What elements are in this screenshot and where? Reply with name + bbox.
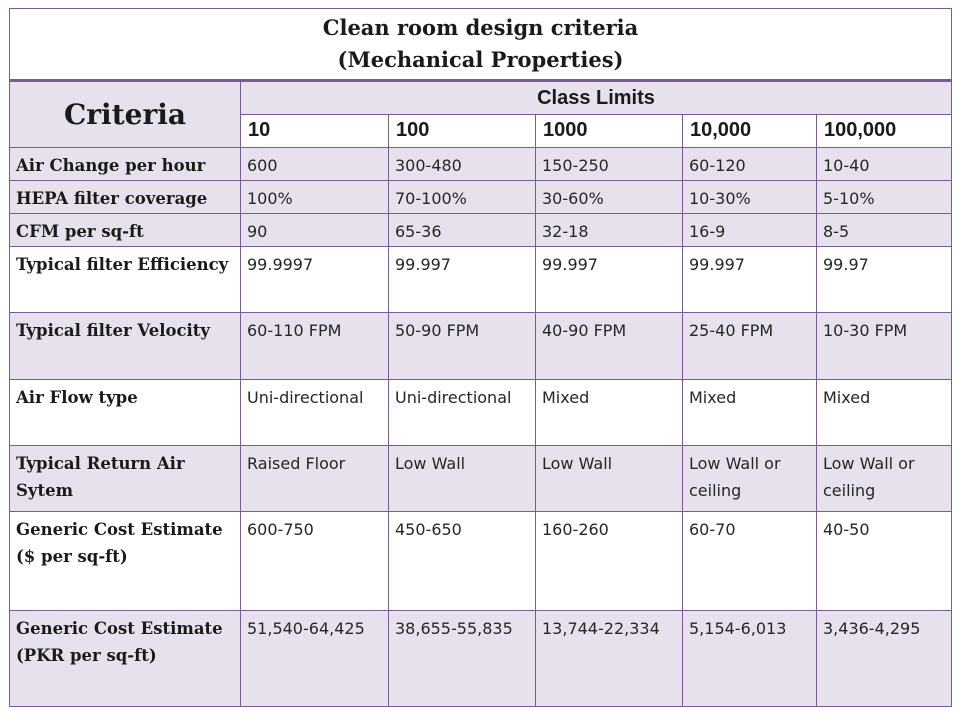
table-cell: 99.9997: [241, 247, 389, 313]
row-label: HEPA filter coverage: [10, 181, 241, 214]
table-cell: 5-10%: [817, 181, 952, 214]
table-cell: 300-480: [389, 148, 536, 181]
class-header-1000: 1000: [536, 115, 683, 148]
criteria-table: [9, 8, 952, 707]
table-row: [10, 148, 952, 181]
table-cell: Low Wall: [536, 446, 683, 512]
row-label: Air Change per hour: [10, 148, 241, 181]
table-row: [10, 181, 952, 214]
table-row: [10, 214, 952, 247]
table-row: [10, 611, 952, 707]
table-cell: 99.997: [683, 247, 817, 313]
table-cell: 600-750: [241, 512, 389, 611]
class-limits-header: Class Limits: [241, 81, 952, 115]
table-row: [10, 512, 952, 611]
table-row: [10, 446, 952, 512]
table-cell: Low Wall or ceiling: [817, 446, 952, 512]
table-row: [10, 313, 952, 380]
table-cell: 51,540-64,425: [241, 611, 389, 707]
table-title-cell: [10, 9, 952, 81]
table-cell: 60-120: [683, 148, 817, 181]
table-cell: Raised Floor: [241, 446, 389, 512]
row-label: Generic Cost Estimate ($ per sq-ft): [10, 512, 241, 611]
table-cell: 32-18: [536, 214, 683, 247]
table-cell: 99.997: [536, 247, 683, 313]
row-label: Typical Return Air Sytem: [10, 446, 241, 512]
table-cell: 30-60%: [536, 181, 683, 214]
class-header-100000: 100,000: [817, 115, 952, 148]
table-cell: 40-50: [817, 512, 952, 611]
table-cell: 40-90 FPM: [536, 313, 683, 380]
table-cell: 10-30 FPM: [817, 313, 952, 380]
table-title-line1: Clean room design criteria: [322, 15, 639, 40]
row-label: Air Flow type: [10, 380, 241, 446]
table-cell: 450-650: [389, 512, 536, 611]
table-cell: 38,655-55,835: [389, 611, 536, 707]
table-cell: Mixed: [817, 380, 952, 446]
row-label: Generic Cost Estimate (PKR per sq-ft): [10, 611, 241, 707]
table-cell: Low Wall: [389, 446, 536, 512]
table-cell: Mixed: [683, 380, 817, 446]
table-cell: 60-110 FPM: [241, 313, 389, 380]
criteria-header: Criteria: [10, 81, 241, 148]
table-cell: 16-9: [683, 214, 817, 247]
table-cell: 60-70: [683, 512, 817, 611]
table-cell: 3,436-4,295: [817, 611, 952, 707]
table-row: [10, 380, 952, 446]
row-label: Typical filter Efficiency: [10, 247, 241, 313]
table-cell: Uni-directional: [389, 380, 536, 446]
table-cell: Mixed: [536, 380, 683, 446]
table-cell: 150-250: [536, 148, 683, 181]
table-cell: 90: [241, 214, 389, 247]
table-cell: 10-30%: [683, 181, 817, 214]
class-header-10: 10: [241, 115, 389, 148]
table-cell: 99.997: [389, 247, 536, 313]
table-cell: 5,154-6,013: [683, 611, 817, 707]
table-cell: Low Wall or ceiling: [683, 446, 817, 512]
table-title-line2: (Mechanical Properties): [337, 47, 624, 72]
table-cell: 8-5: [817, 214, 952, 247]
table-cell: Uni-directional: [241, 380, 389, 446]
table-row: [10, 247, 952, 313]
table-cell: 10-40: [817, 148, 952, 181]
table-cell: 25-40 FPM: [683, 313, 817, 380]
table-cell: 65-36: [389, 214, 536, 247]
class-header-10000: 10,000: [683, 115, 817, 148]
table-cell: 13,744-22,334: [536, 611, 683, 707]
table-cell: 70-100%: [389, 181, 536, 214]
table-cell: 600: [241, 148, 389, 181]
table-cell: 99.97: [817, 247, 952, 313]
table-cell: 100%: [241, 181, 389, 214]
table-cell: 50-90 FPM: [389, 313, 536, 380]
row-label: CFM per sq-ft: [10, 214, 241, 247]
class-header-100: 100: [389, 115, 536, 148]
criteria-table-frame: [9, 8, 951, 711]
row-label: Typical filter Velocity: [10, 313, 241, 380]
table-cell: 160-260: [536, 512, 683, 611]
